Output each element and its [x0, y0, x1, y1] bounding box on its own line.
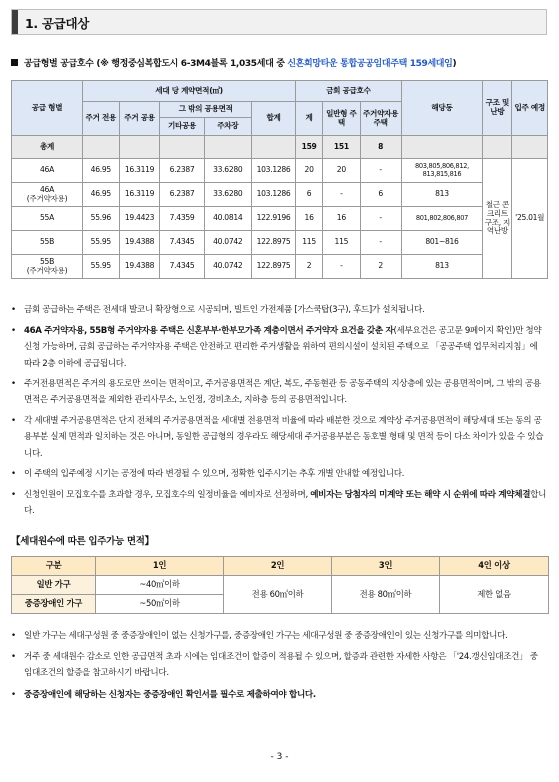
- header-structure: 구조 및 난방: [483, 81, 512, 136]
- row-dong: 813: [401, 183, 483, 207]
- bullet-icon: •: [11, 631, 16, 641]
- row-type: 46A: [12, 159, 83, 183]
- note-text: 주거전용면적은 주거의 용도로만 쓰이는 면적이고, 주거공용면적은 계단, 복도, 주동현관 등 공동주택의 지상층에 있는 공용면적이며, 그 밖의 공용면적은 주거공용면적을 제외한 관리사무소, 노인정, 경비초소, 지하층 등의 공용면적입니다.: [24, 379, 541, 406]
- row-common: 16.3119: [119, 159, 160, 183]
- note-text: [24, 487, 547, 520]
- page-number: - 3 -: [270, 752, 289, 762]
- note-item: [11, 487, 547, 520]
- subhead-prefix: 공급형별 공급호수 (※ 행정중심복합도시 6-3M4블록 1,035세대 중: [24, 59, 288, 69]
- row-private: 55.95: [83, 255, 120, 279]
- subhead-highlight: 신혼희망타운 통합공공임대주택 159세대임: [287, 59, 453, 69]
- bullet-icon: •: [11, 469, 16, 479]
- row-dong: 801,802,806,807: [401, 207, 483, 231]
- table-row: [12, 255, 548, 279]
- row-support: -: [360, 207, 401, 231]
- bullet-icon: •: [11, 305, 16, 315]
- move-in-value: '25.01월: [512, 159, 548, 279]
- row-parking: 40.0742: [204, 231, 251, 255]
- header-total: 합계: [251, 102, 295, 136]
- note-text: [24, 323, 547, 372]
- square-bullet-icon: [11, 59, 18, 66]
- row-support: -: [360, 159, 401, 183]
- row-general: -: [323, 255, 361, 279]
- header-type: 공급 형별: [12, 81, 83, 136]
- header-other-group: 그 밖의 공용면적: [160, 102, 251, 118]
- note-item: [11, 466, 547, 482]
- table-row: [12, 231, 548, 255]
- bullet-icon: •: [11, 416, 16, 426]
- bullet-icon: •: [11, 490, 16, 500]
- row-dong: 803,805,806,812, 813,815,816: [401, 159, 483, 183]
- total-empty-cell: [204, 136, 251, 159]
- row-type: 55A: [12, 207, 83, 231]
- row-total: 122.9196: [251, 207, 295, 231]
- row-1person: ~40㎡이하: [96, 576, 224, 595]
- header-sum: 계: [296, 102, 323, 136]
- header-2person: 2인: [224, 557, 332, 576]
- note-item: [11, 413, 547, 462]
- note-item: [11, 302, 547, 318]
- note-text: 거주 중 세대원수 감소로 인한 공급면적 초과 시에는 임대조건이 할증이 적용될 수 있으며, 할증과 관련한 자세한 사항은 「'24.갱신임대조건」 중 임대조건의 할증을 참고하시기 바랍니다.: [24, 652, 538, 679]
- bullet-icon: •: [11, 690, 16, 700]
- row-total: 122.8975: [251, 255, 295, 279]
- row-total: 122.8975: [251, 231, 295, 255]
- row-other: 7.4345: [160, 231, 204, 255]
- total-general: 151: [323, 136, 361, 159]
- row-4plus: 제한 없음: [440, 576, 549, 614]
- header-4plus: 4인 이상: [440, 557, 549, 576]
- row-label: 중증장애인 가구: [12, 595, 96, 614]
- row-support: 6: [360, 183, 401, 207]
- note-item: [11, 687, 547, 703]
- row-other: 7.4359: [160, 207, 204, 231]
- header-move-in: 입주 예정: [512, 81, 548, 136]
- note-text: 금회 공급하는 주택은 전세대 발코니 확장형으로 시공되며, 빌트인 가전제품 [가스쿡탑(3구), 후드]가 설치됩니다.: [24, 305, 425, 315]
- note-bold: 예비자는 당첨자의 미계약 또는 해약 시 순위에 따라 계약체결: [310, 490, 531, 500]
- row-type-main: 55B: [40, 256, 54, 266]
- note-rest: (세부요건은 공고문 9페이지 확인)만 청약신청 가능하며, 금회 공급하는 주거약자용 주택은 안전하고 편리한 주거생활을 위하여 편의시설이 설치된 주택으로 「공공주택 업무처리지침」에 따라 2층 이하에 공급됩니다.: [24, 326, 542, 369]
- note-item: [11, 323, 547, 372]
- total-empty-cell: [251, 136, 295, 159]
- row-total: 103.1286: [251, 183, 295, 207]
- note-bold: 46A 주거약자용, 55B형 주거약자용 주택은 신혼부부·한부모가족 계층이면서 주거약자 요건을 갖춘 자: [24, 326, 394, 336]
- row-private: 55.95: [83, 231, 120, 255]
- total-empty-cell: [483, 136, 512, 159]
- note-item: [11, 649, 547, 682]
- note-text: 각 세대별 주거공용면적은 단지 전체의 주거공용면적을 세대별 전용면적 비율에 따라 배분한 것으로 계약상 주거공용면적이 해당세대 또는 동의 공용부분 실제 면적과 일치하는 것은 아니며, 동일한 공급형의 경우라도 해당세대 주거공용부분은 동호별 형태 및 면적 등이 다소 차이가 있을 수 있습니다.: [24, 416, 544, 459]
- row-type: [12, 255, 83, 279]
- row-common: 19.4388: [119, 255, 160, 279]
- header-private: 주거 전용: [83, 102, 120, 136]
- structure-value: 철근 콘크리트 구조, 지역난방: [483, 159, 512, 279]
- header-category: 구분: [12, 557, 96, 576]
- note-tail: 합니다.: [24, 490, 547, 517]
- row-1person: ~50㎡이하: [96, 595, 224, 614]
- table-row: [12, 159, 548, 183]
- row-other: 7.4345: [160, 255, 204, 279]
- bullet-icon: •: [11, 379, 16, 389]
- row-label: 일반 가구: [12, 576, 96, 595]
- supply-table: [11, 80, 548, 279]
- row-common: 19.4388: [119, 231, 160, 255]
- header-other-common: 기타공용: [160, 118, 204, 136]
- row-general: -: [323, 183, 361, 207]
- bullet-icon: •: [11, 326, 16, 336]
- table-row: [12, 207, 548, 231]
- row-support: 2: [360, 255, 401, 279]
- row-type-sub: (주거약자용): [26, 193, 68, 203]
- row-2person: 전용 60㎡이하: [224, 576, 332, 614]
- row-sum: 6: [296, 183, 323, 207]
- note-text: 이 주택의 입주예정 시기는 공정에 따라 변경될 수 있으며, 정확한 입주시기는 추후 개별 안내할 예정입니다.: [24, 469, 405, 479]
- header-support: 주거약자용 주택: [360, 102, 401, 136]
- header-dong: 해당동: [401, 81, 483, 136]
- note-rest: 신청인원이 모집호수를 초과할 경우, 모집호수의 일정비율을 예비자로 선정하며,: [24, 490, 311, 500]
- total-empty-cell: [512, 136, 548, 159]
- note-item: [11, 376, 547, 409]
- row-type-sub: (주거약자용): [26, 265, 68, 275]
- note-item: [11, 628, 547, 644]
- row-general: 115: [323, 231, 361, 255]
- note-text: 일반 가구는 세대구성원 중 중증장애인이 없는 신청가구를, 중증장애인 가구는 세대구성원 중 중증장애인이 있는 신청가구를 의미합니다.: [24, 631, 508, 641]
- row-type: 55B: [12, 231, 83, 255]
- total-empty-cell: [401, 136, 483, 159]
- row-other: 6.2387: [160, 159, 204, 183]
- row-dong: 801~816: [401, 231, 483, 255]
- row-parking: 40.0742: [204, 255, 251, 279]
- subhead-suffix: ): [452, 59, 457, 69]
- row-private: 46.95: [83, 183, 120, 207]
- supply-subheading: [11, 56, 551, 69]
- note-text: 중증장애인에 해당하는 신청자는 중증장애인 확인서를 필수로 제출하여야 합니다.: [24, 690, 316, 700]
- header-parking: 주차장: [204, 118, 251, 136]
- row-type: [12, 183, 83, 207]
- row-common: 16.3119: [119, 183, 160, 207]
- total-empty-cell: [119, 136, 160, 159]
- section-header-bar: [12, 10, 18, 34]
- bullet-icon: •: [11, 652, 16, 662]
- header-general: 일반형 주택: [323, 102, 361, 136]
- row-parking: 33.6280: [204, 183, 251, 207]
- row-parking: 40.0814: [204, 207, 251, 231]
- table-row: [12, 183, 548, 207]
- table-row: [12, 576, 549, 595]
- header-area-group: 세대 당 계약면적(㎡): [83, 81, 296, 102]
- row-sum: 20: [296, 159, 323, 183]
- row-other: 6.2387: [160, 183, 204, 207]
- row-3person: 전용 80㎡이하: [332, 576, 440, 614]
- total-sum: 159: [296, 136, 323, 159]
- row-sum: 2: [296, 255, 323, 279]
- row-support: -: [360, 231, 401, 255]
- section-header: [11, 9, 547, 35]
- row-general: 16: [323, 207, 361, 231]
- total-empty-cell: [83, 136, 120, 159]
- row-sum: 115: [296, 231, 323, 255]
- row-private: 55.96: [83, 207, 120, 231]
- row-common: 19.4423: [119, 207, 160, 231]
- section-title: 1. 공급대상: [25, 16, 89, 31]
- household-area-table: [11, 556, 549, 614]
- row-general: 20: [323, 159, 361, 183]
- row-parking: 33.6280: [204, 159, 251, 183]
- row-total: 103.1286: [251, 159, 295, 183]
- row-type-main: 46A: [40, 184, 54, 194]
- total-empty-cell: [160, 136, 204, 159]
- total-row: [12, 136, 548, 159]
- section2-title: 【세대원수에 따른 입주가능 면적】: [11, 536, 154, 547]
- header-common: 주거 공용: [119, 102, 160, 136]
- row-dong: 813: [401, 255, 483, 279]
- header-supply-group: 금회 공급호수: [296, 81, 401, 102]
- total-support: 8: [360, 136, 401, 159]
- row-sum: 16: [296, 207, 323, 231]
- header-3person: 3인: [332, 557, 440, 576]
- total-label: 총계: [12, 136, 83, 159]
- header-1person: 1인: [96, 557, 224, 576]
- row-private: 46.95: [83, 159, 120, 183]
